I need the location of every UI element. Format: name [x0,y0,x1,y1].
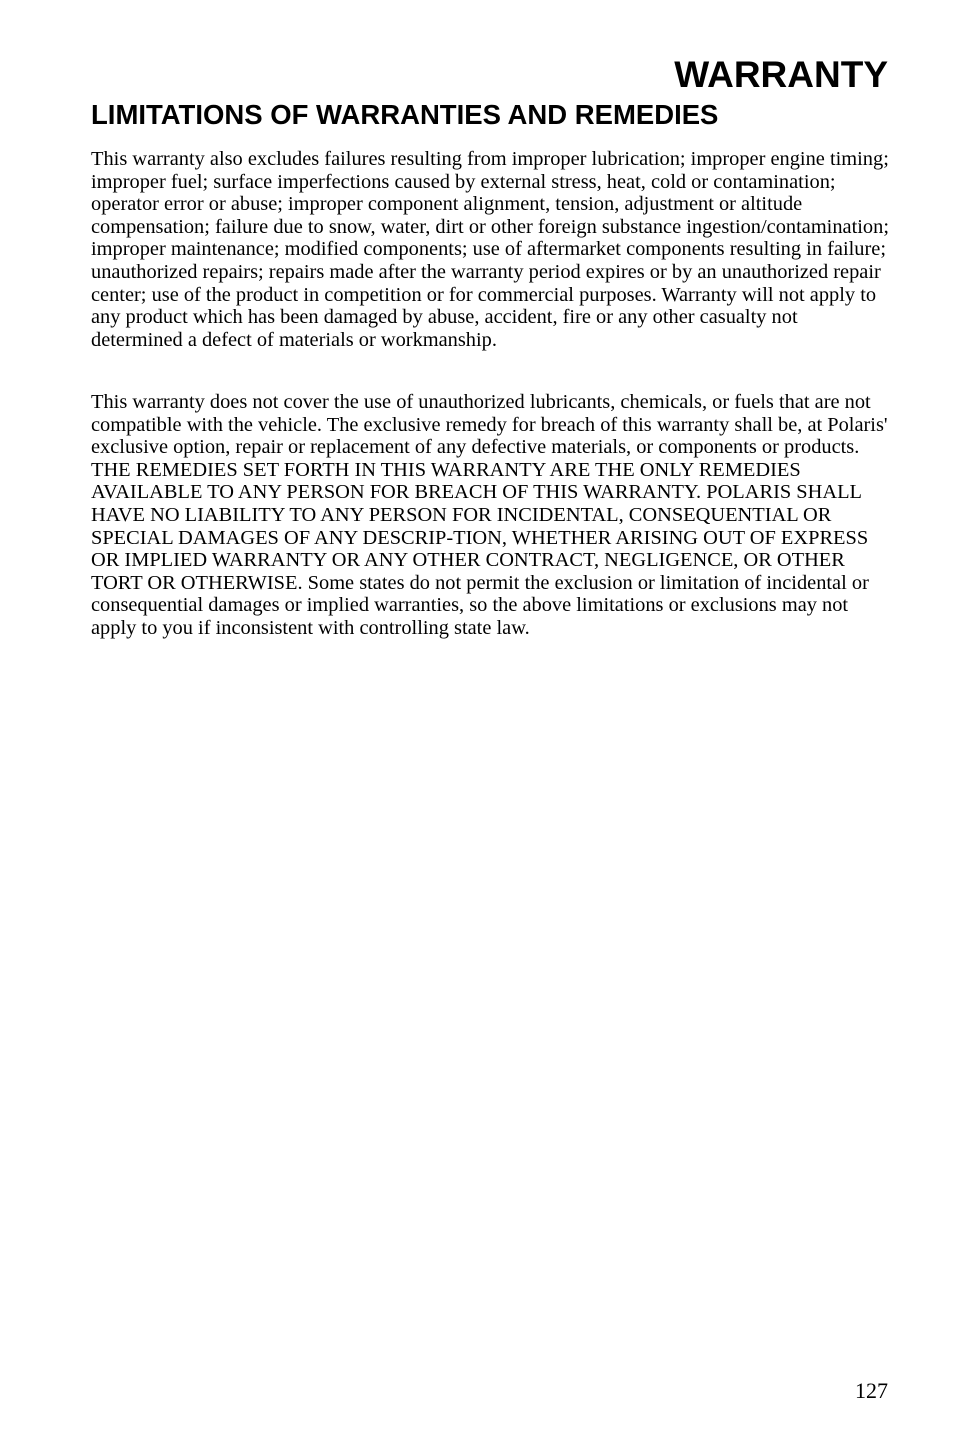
body-paragraph-remedies: This warranty does not cover the use of unauthorized lubricants, chemicals, or fuels that are not compatible with the vehicle. The exclusive remedy for breach of this warranty shall be, at Polaris' exclusive option, repair or replacement of any defective materials, or components or products. THE REMEDIES SET FORTH IN THIS WARRANTY ARE THE ONLY REMEDIES AVAILABLE TO ANY PERSON FOR BREACH OF THIS WARRANTY. POLARIS SHALL HAVE NO LIABILITY TO ANY PERSON FOR INCIDENTAL, CONSEQUENTIAL OR SPECIAL DAMAGES OF ANY DESCRIP-TION, WHETHER ARISING OUT OF EXPRESS OR IMPLIED WARRANTY OR ANY OTHER CONTRACT, NEGLIGENCE, OR OTHER TORT OR OTHERWISE. Some states do not permit the exclusion or limitation of incidental or consequential damages or implied warranties, so the above limitations or exclusions may not apply to you if inconsistent with controlling state law. [91,391,888,639]
page-number: 127 [855,1378,888,1403]
body-paragraph-exclusions: This warranty also excludes failures resulting from improper lubrication; improper engine timing; improper fuel; surface imperfections caused by external stress, heat, cold or contamination; operator error or abuse; improper component alignment, tension, adjustment or altitude compensation; failure due to snow, water, dirt or other foreign substance ingestion/contamination; improper maintenance; modified components; use of aftermarket components resulting in failure; unauthorized repairs; repairs made after the warranty period expires or by an unauthorized repair center; use of the product in competition or for commercial purposes. Warranty will not apply to any product which has been damaged by abuse, accident, fire or any other casualty not determined a defect of materials or workmanship. [91,148,889,351]
section-heading: LIMITATIONS OF WARRANTIES AND REMEDIES [91,99,719,130]
chapter-title: WARRANTY [674,54,888,95]
